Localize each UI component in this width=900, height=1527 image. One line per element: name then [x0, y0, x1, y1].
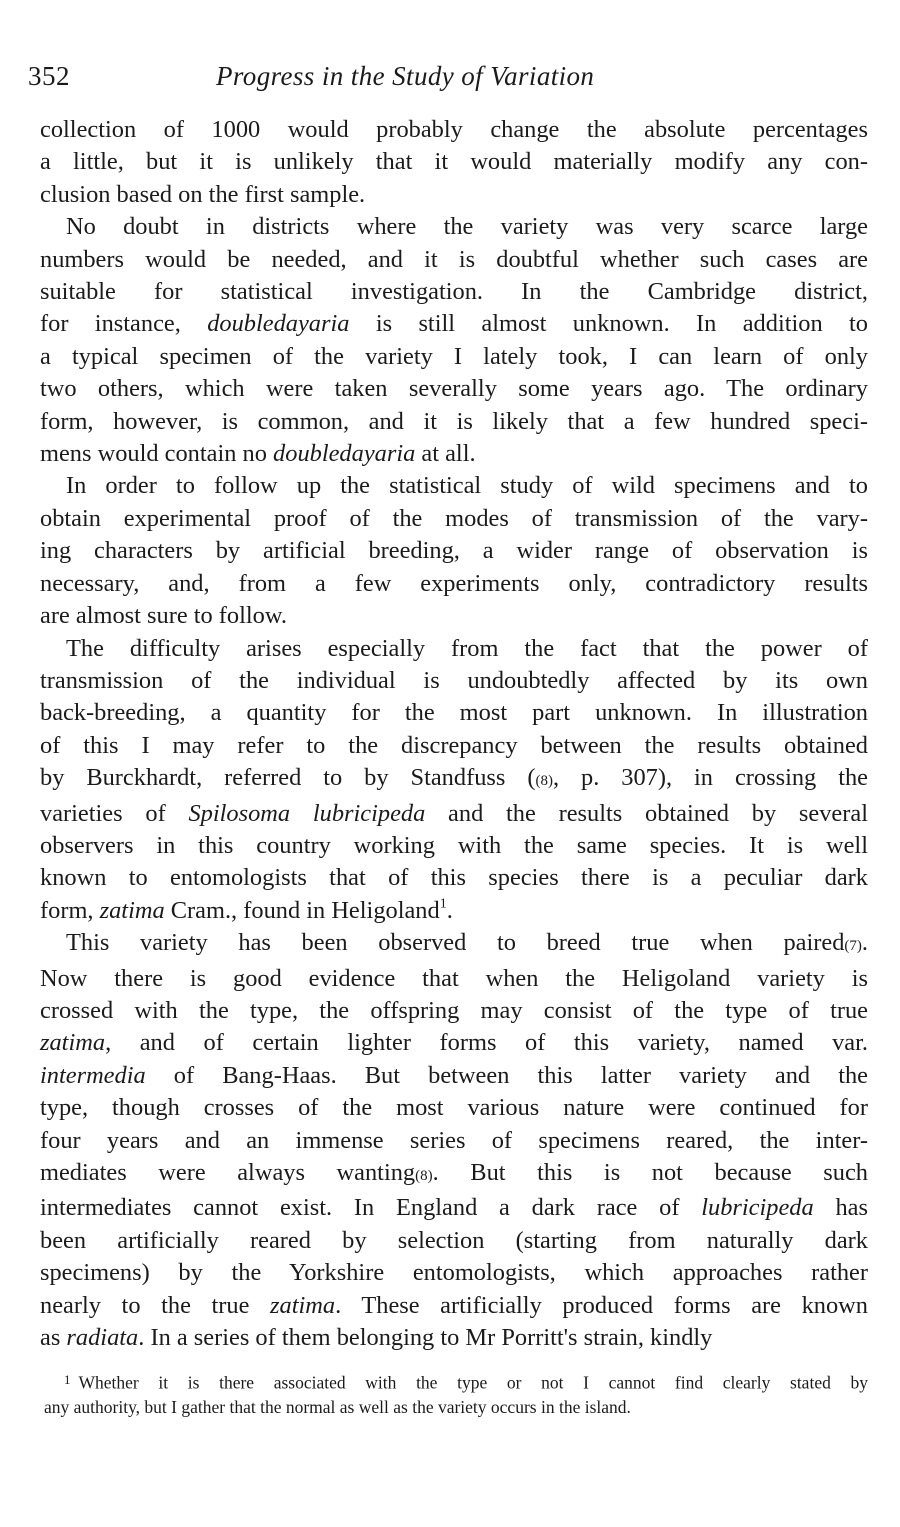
text-line: observers in this country working with the same species. It is well	[40, 831, 868, 859]
text-line: are almost sure to follow.	[40, 602, 288, 630]
page-number: 352	[28, 61, 70, 91]
text-line: This variety has been observed to breed true when paired(7).	[66, 929, 868, 957]
text-line: suitable for statistical investigation. In the Cambridge district,	[40, 278, 868, 306]
footnote-line: $^1$ Whether it is there associated with the type or not I cannot find clearly stated by	[64, 1372, 868, 1393]
text-line: back-breeding, a quantity for the most part unknown. In illustration	[40, 699, 868, 727]
text-line: collection of 1000 would probably change the absolute percentages	[40, 116, 868, 143]
paragraph	[40, 927, 868, 1354]
footnote-line: any authority, but I gather that the normal as well as the variety occurs in the island.	[44, 1396, 631, 1417]
text-line: intermediates cannot exist. In England a dark race of lubricipeda has	[40, 1194, 868, 1222]
text-line: two others, which were taken severally some years ago. The ordinary	[40, 375, 868, 403]
text-line: mens would contain no doubledayaria at all.	[40, 440, 476, 468]
text-line: specimens) by the Yorkshire entomologists, which approaches rather	[40, 1259, 868, 1287]
text-line: The difficulty arises especially from the fact that the power of	[66, 634, 868, 662]
text-line: No doubt in districts where the variety was very scarce large	[66, 213, 868, 241]
running-title: Progress in the Study of Variation	[216, 61, 595, 91]
body-text	[40, 114, 868, 1354]
paragraph	[40, 114, 868, 211]
text-line: type, though crosses of the most various nature were continued for	[40, 1094, 868, 1122]
text-line: transmission of the individual is undoubtedly affected by its own	[40, 666, 868, 694]
text-line: mediates were always wanting(8). But this is not because such	[40, 1159, 868, 1186]
text-line: known to entomologists that of this species there is a peculiar dark	[40, 864, 868, 892]
text-line: necessary, and, from a few experiments only, contradictory results	[40, 569, 868, 597]
paragraph	[40, 633, 868, 928]
text-line: numbers would be needed, and it is doubtful whether such cases are	[40, 245, 868, 273]
text-line: for instance, doubledayaria is still almost unknown. In addition to	[40, 310, 868, 338]
text-line: a typical specimen of the variety I lately took, I can learn of only	[40, 342, 868, 370]
text-line: ing characters by artificial breeding, a wider range of observation is	[40, 537, 868, 565]
text-line: nearly to the true zatima. These artificially produced forms are known	[40, 1291, 868, 1319]
footnote-marker: 1	[64, 1372, 71, 1387]
text-line: form, however, is common, and it is likely that a few hundred speci-	[40, 407, 868, 435]
text-line: varieties of Spilosoma lubricipeda and the results obtained by several	[40, 799, 868, 827]
paragraph	[40, 211, 868, 470]
text-line: a little, but it is unlikely that it would materially modify any con-	[40, 148, 868, 176]
paragraph	[40, 470, 868, 632]
page-header	[28, 56, 870, 96]
text-line: Now there is good evidence that when the Heligoland variety is	[40, 964, 868, 992]
text-line: obtain experimental proof of the modes of transmission of the vary-	[40, 504, 868, 532]
text-line: crossed with the type, the offspring may consist of the type of true	[40, 996, 868, 1024]
text-line: by Burckhardt, referred to by Standfuss ((8), p. 307), in crossing the	[40, 764, 868, 792]
text-line: four years and an immense series of specimens reared, the inter-	[40, 1126, 868, 1154]
text-line: clusion based on the first sample.	[40, 180, 366, 208]
text-line: form, zatima Cram., found in Heligoland$^1$.	[40, 896, 453, 924]
text-line: been artificially reared by selection (starting from naturally dark	[40, 1226, 868, 1254]
footnote	[44, 1368, 868, 1419]
text-line: In order to follow up the statistical study of wild specimens and to	[66, 472, 868, 500]
text-line: zatima, and of certain lighter forms of this variety, named var.	[40, 1029, 868, 1057]
text-line: intermedia of Bang-Haas. But between this latter variety and the	[40, 1061, 868, 1089]
text-line: of this I may refer to the discrepancy between the results obtained	[40, 731, 868, 759]
text-line: as radiata. In a series of them belonging to Mr Porritt's strain, kindly	[40, 1324, 713, 1352]
